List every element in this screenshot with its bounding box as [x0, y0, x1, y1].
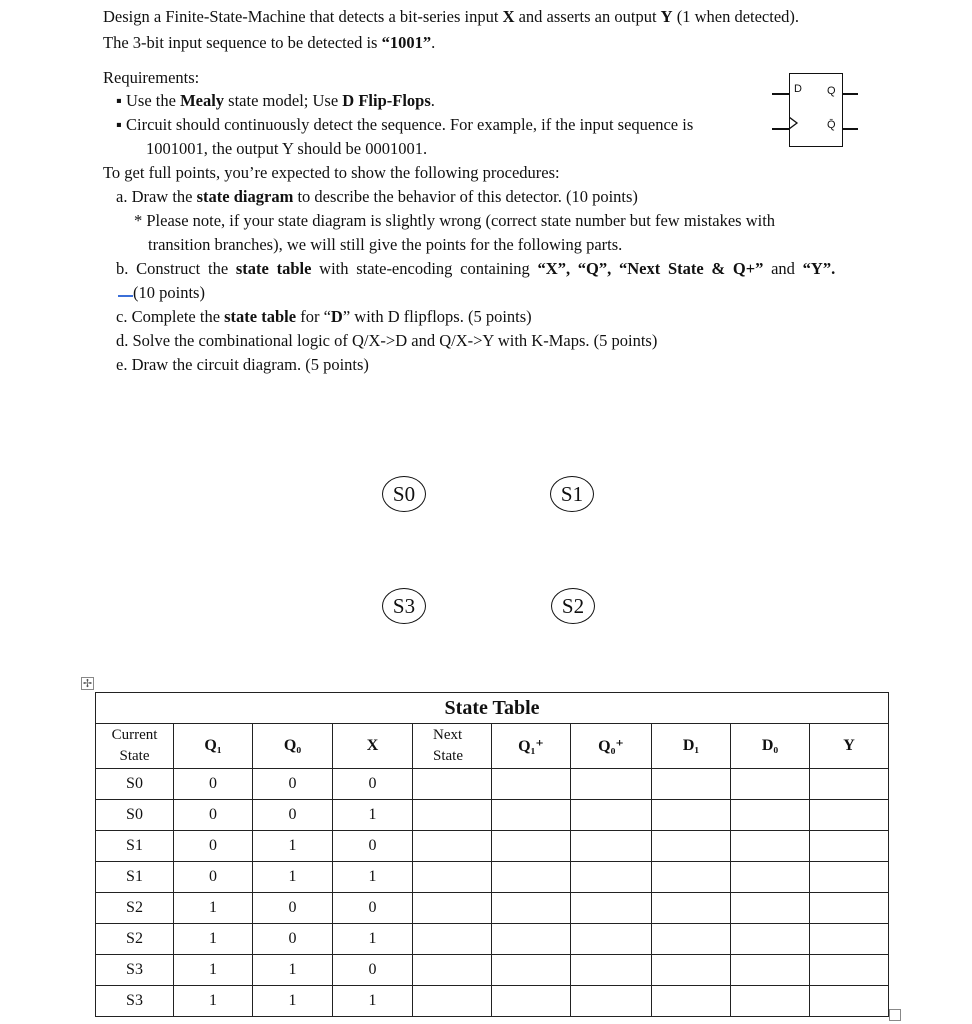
cell-q1-plus[interactable] — [492, 986, 571, 1017]
procedure-a — [116, 187, 638, 207]
cell-current-state: S3 — [96, 955, 174, 986]
clock-triangle-icon — [789, 117, 799, 129]
cell-current-state: S0 — [96, 800, 174, 831]
procedure-e: e. Draw the circuit diagram. (5 points) — [116, 355, 369, 374]
procedure-a-note-2: transition branches), we will still give the points for the following parts. — [148, 235, 623, 254]
cell-y[interactable] — [810, 893, 889, 924]
cell-x: 0 — [333, 955, 413, 986]
cell-d0[interactable] — [731, 893, 810, 924]
cell-current-state: S0 — [96, 769, 174, 800]
text-run: and asserts an output — [514, 7, 661, 26]
move-handle-icon[interactable]: ✢ — [82, 677, 93, 690]
procedure-d: d. Solve the combinational logic of Q/X->D and Q/X->Y with K-Maps. (5 points) — [116, 331, 658, 350]
cell-q0-plus[interactable] — [571, 769, 652, 800]
cell-current-state: S2 — [96, 924, 174, 955]
cell-current-state: S1 — [96, 862, 174, 893]
bullet-icon: ▪ — [116, 91, 122, 110]
cell-x: 1 — [333, 924, 413, 955]
cell-q1: 1 — [174, 893, 253, 924]
ff-q-wire — [842, 93, 858, 95]
cell-d0[interactable] — [731, 986, 810, 1017]
cell-y[interactable] — [810, 769, 889, 800]
text-run: (1 when detected). — [672, 7, 800, 26]
header-next-state — [413, 724, 492, 769]
requirements-title: Requirements: — [103, 68, 200, 87]
ff-qbar-label: Q̄ — [827, 119, 836, 131]
cell-current-state: S1 — [96, 831, 174, 862]
text-run: Design a Finite-State-Machine that detects a bit-series input — [103, 7, 503, 26]
table-row — [96, 862, 889, 893]
cell-q0: 0 — [253, 924, 333, 955]
cell-y[interactable] — [810, 831, 889, 862]
cell-q1-plus[interactable] — [492, 955, 571, 986]
cell-d0[interactable] — [731, 955, 810, 986]
table-row — [96, 924, 889, 955]
header-q0: Q₀ — [253, 724, 333, 769]
problem-line-2 — [103, 33, 435, 53]
edit-cursor-underline — [118, 295, 133, 297]
table-row — [96, 893, 889, 924]
cell-q0: 0 — [253, 769, 333, 800]
requirement-bullet-2 — [116, 115, 693, 135]
table-row — [96, 986, 889, 1017]
text-run: . — [430, 91, 435, 110]
ff-q-label: Q — [827, 85, 836, 97]
cell-q1: 1 — [174, 924, 253, 955]
cell-y[interactable] — [810, 862, 889, 893]
text-bold: D — [330, 307, 343, 326]
problem-line-1 — [103, 7, 799, 27]
header-text: Next — [433, 727, 463, 743]
cell-d1[interactable] — [652, 862, 731, 893]
cell-q0-plus[interactable] — [571, 955, 652, 986]
cell-d1[interactable] — [652, 986, 731, 1017]
header-d0: D₀ — [731, 724, 810, 769]
bullet-icon: ▪ — [116, 115, 122, 134]
cell-next-state[interactable] — [413, 955, 492, 986]
cell-d1[interactable] — [652, 831, 731, 862]
table-row — [96, 831, 889, 862]
header-y: Y — [810, 724, 889, 769]
cell-next-state[interactable] — [413, 924, 492, 955]
requirement-bullet-2-cont: 1001001, the output Y should be 0001001. — [146, 139, 428, 158]
procedure-a-note-1: * Please note, if your state diagram is slightly wrong (correct state number but few mistakes with — [134, 211, 776, 230]
cell-current-state: S3 — [96, 986, 174, 1017]
procedure-b — [116, 259, 835, 279]
target-sequence: “1001” — [381, 33, 432, 52]
header-text: State — [433, 748, 463, 764]
cell-d0[interactable] — [731, 831, 810, 862]
cell-y[interactable] — [810, 924, 889, 955]
table-row — [96, 955, 889, 986]
header-current-state — [96, 724, 174, 769]
ff-d-wire — [772, 93, 790, 95]
cell-d0[interactable] — [731, 924, 810, 955]
table-title: State Table — [96, 693, 889, 724]
cell-q0: 1 — [253, 955, 333, 986]
procedure-c — [116, 307, 532, 327]
state-table — [95, 692, 889, 1017]
cell-x: 0 — [333, 893, 413, 924]
d-flipflop-icon — [789, 73, 843, 147]
cell-next-state[interactable] — [413, 831, 492, 862]
cell-q0-plus[interactable] — [571, 986, 652, 1017]
cell-d1[interactable] — [652, 955, 731, 986]
cell-next-state[interactable] — [413, 862, 492, 893]
cell-q1: 0 — [174, 831, 253, 862]
text-bold: Mealy — [180, 91, 225, 110]
output-y: Y — [660, 7, 673, 26]
ff-d-label: D — [794, 83, 802, 95]
text-bold: state table — [224, 307, 297, 326]
text-bold: state table — [235, 259, 312, 278]
text-run: b. Construct the — [116, 259, 236, 278]
cell-y[interactable] — [810, 986, 889, 1017]
cell-d0[interactable] — [731, 862, 810, 893]
text-run: to describe the behavior of this detector. (10 points) — [293, 187, 638, 206]
cell-q1-plus[interactable] — [492, 800, 571, 831]
cell-x: 0 — [333, 831, 413, 862]
cell-q0: 1 — [253, 862, 333, 893]
cell-d1[interactable] — [652, 800, 731, 831]
ff-qbar-wire — [842, 128, 858, 130]
cell-next-state[interactable] — [413, 893, 492, 924]
table-row — [96, 769, 889, 800]
header-d1: D₁ — [652, 724, 731, 769]
state-s1: S1 — [550, 476, 594, 512]
ff-clk-wire — [772, 128, 790, 130]
cell-q0: 0 — [253, 893, 333, 924]
cell-x: 0 — [333, 769, 413, 800]
cell-end-marker-icon — [889, 1009, 901, 1021]
state-s2: S2 — [551, 588, 595, 624]
cell-q1-plus[interactable] — [492, 893, 571, 924]
state-s0: S0 — [382, 476, 426, 512]
header-q1: Q₁ — [174, 724, 253, 769]
cell-next-state[interactable] — [413, 986, 492, 1017]
cell-q0-plus[interactable] — [571, 862, 652, 893]
text-bold: D Flip-Flops — [342, 91, 431, 110]
text-bold: “Y” — [802, 259, 832, 278]
input-x: X — [502, 7, 515, 26]
requirement-bullet-1 — [116, 91, 435, 111]
cell-q1: 0 — [174, 769, 253, 800]
state-s3: S3 — [382, 588, 426, 624]
text-run: Circuit should continuously detect the sequence. For example, if the input sequence is — [125, 115, 694, 134]
header-q1-plus: Q₁⁺ — [492, 724, 571, 769]
header-text: State — [119, 748, 150, 764]
table-row — [96, 800, 889, 831]
text-run: state model; Use — [224, 91, 343, 110]
text-run: and — [763, 259, 803, 278]
cell-x: 1 — [333, 986, 413, 1017]
cell-q1: 1 — [174, 986, 253, 1017]
header-x: X — [333, 724, 413, 769]
cell-next-state[interactable] — [413, 769, 492, 800]
text-run: with state-encoding containing — [311, 259, 538, 278]
header-text: Current — [111, 727, 158, 743]
cell-x: 1 — [333, 862, 413, 893]
cell-q0-plus[interactable] — [571, 893, 652, 924]
cell-q1: 1 — [174, 955, 253, 986]
cell-q0-plus[interactable] — [571, 831, 652, 862]
text-run: c. Complete the — [116, 307, 225, 326]
cell-d0[interactable] — [731, 769, 810, 800]
cell-q1-plus[interactable] — [492, 831, 571, 862]
cell-y[interactable] — [810, 955, 889, 986]
text-run: a. Draw the — [116, 187, 197, 206]
text-run: Use the — [125, 91, 181, 110]
text-bold: state diagram — [196, 187, 294, 206]
text-run: for “ — [296, 307, 331, 326]
cell-d1[interactable] — [652, 893, 731, 924]
cell-d0[interactable] — [731, 800, 810, 831]
cell-q1-plus[interactable] — [492, 924, 571, 955]
text-bold: . — [831, 259, 836, 278]
cell-x: 1 — [333, 800, 413, 831]
cell-q1-plus[interactable] — [492, 769, 571, 800]
cell-d1[interactable] — [652, 769, 731, 800]
cell-q0-plus[interactable] — [571, 800, 652, 831]
cell-q1: 0 — [174, 862, 253, 893]
cell-q1-plus[interactable] — [492, 862, 571, 893]
text-run: ” with D flipflops. (5 points) — [342, 307, 532, 326]
text-run: . — [431, 33, 436, 52]
cell-current-state: S2 — [96, 893, 174, 924]
cell-q0: 1 — [253, 831, 333, 862]
cell-d1[interactable] — [652, 924, 731, 955]
cell-q1: 0 — [174, 800, 253, 831]
header-q0-plus: Q₀⁺ — [571, 724, 652, 769]
cell-q0-plus[interactable] — [571, 924, 652, 955]
text-bold: “X”, “Q”, “Next State & Q+” — [537, 259, 764, 278]
cell-q0: 0 — [253, 800, 333, 831]
procedures-title: To get full points, you’re expected to show the following procedures: — [103, 163, 560, 182]
procedure-b-cont: (10 points) — [133, 283, 205, 302]
cell-next-state[interactable] — [413, 800, 492, 831]
text-run: The 3-bit input sequence to be detected is — [103, 33, 382, 52]
cell-q0: 1 — [253, 986, 333, 1017]
cell-y[interactable] — [810, 800, 889, 831]
